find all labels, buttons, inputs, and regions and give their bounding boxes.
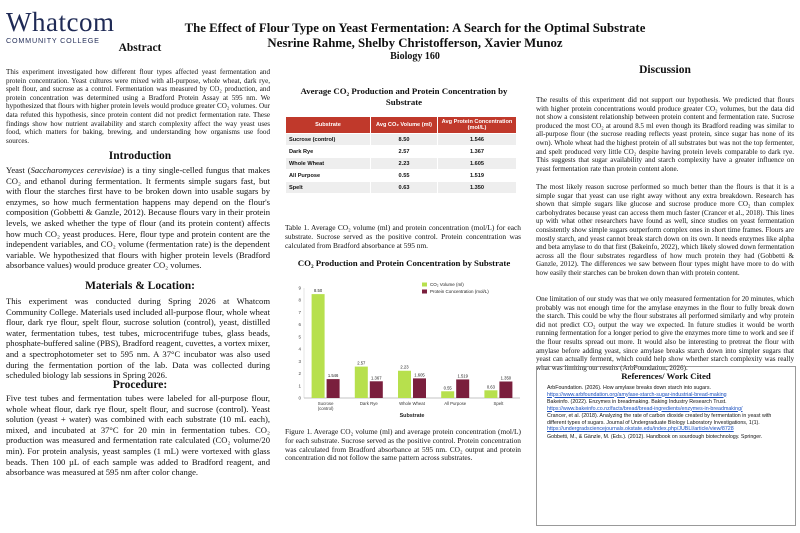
materials-text: This experiment was conducted during Spring 2026 at Whatcom Community College. Materials used included all-purpose flour, whole wheat flour, dark rye flour, spelt flour, sucrose solution (control), yeast, distilled water, fermentation tubes, test tubes, microcentrifuge tubes, glass beads, phosphate-buffered saline (PBS), Bradford reagent, cuvettes, a vortex mixer, and a spectrophotometer set to 595 nm. A 37°C incubator was also used during the fermentation portion of the lab. Data was collected during scheduled biology lab sessions in Spring 2026. (6, 296, 270, 381)
reference-text: ArbFoundation. (2026). How amylase breaks down starch into sugars. (547, 385, 711, 391)
x-tick-label: All Purpose (444, 401, 467, 406)
table-header-cell: Avg CO₂ Volume (ml) (371, 117, 438, 134)
bar-value-label: 2.23 (400, 364, 409, 370)
poster-authors: Nesrine Rahme, Shelby Christofferson, Xavier Munoz (267, 36, 563, 50)
bar-value-label: 1.367 (371, 375, 382, 381)
protein-bar (456, 379, 469, 398)
protein-bar (327, 379, 340, 398)
poster-course: Biology 160 (390, 51, 440, 62)
reference-item (547, 385, 785, 398)
references-list (547, 385, 785, 440)
discussion-paragraph-2: The most likely reason sucrose performed so much better than the flours is that it is a simple sugar that yeast can use right away without any extra breakdown. Research has shown that simple sugars like glucose and sucrose produce more CO₂ than complex carbohydrates because yeast can access them much faster (Crancer et al., 2018). This lines up with what other researchers have found as well, since studies on yeast fermentation consistently show simple sugars outperform complex ones in short time frames. Flours are mostly starch, and yeast cannot break starch down on its own. It needs enzymes like alpha and beta amylase to do that first (Bakeinfo, 2022), which likely slowed down fermentation across all the flour substrates regardless of how much protein they had (Gobbetti & Ganzle, 2012). The differences we saw between flour types might have more to do with how easily their starches can be broken down than with protein content. (536, 183, 794, 277)
logo-subtitle: COMMUNITY COLLEGE (6, 36, 100, 45)
figure-caption: Figure 1. Average CO₂ volume (ml) and average protein concentration (mol/L) for each substrate. Sucrose served as the positive control. Protein concentration was calculated from Bradford absorbance at 595 nm. CO₂ output and protein concentration did not follow the same pattern across substrates. (285, 427, 521, 463)
reference-item (547, 413, 785, 433)
x-tick-label: Spelt (493, 401, 504, 406)
y-tick-label: 8 (298, 297, 301, 303)
table-row (286, 158, 517, 170)
bar-value-label: 8.50 (314, 288, 323, 294)
table-cell: 8.50 (371, 134, 438, 146)
intro-species: Saccharomyces cerevisiae (30, 165, 122, 175)
table-cell: 1.367 (438, 146, 517, 158)
reference-item (547, 399, 785, 412)
y-tick-label: 4 (298, 346, 301, 352)
y-tick-label: 7 (298, 309, 301, 315)
discussion-heading: Discussion (639, 64, 691, 76)
introduction-heading: Introduction (108, 150, 172, 162)
references-heading: References/ Work Cited (621, 371, 711, 381)
co2-bar (398, 371, 411, 398)
bar-value-label: 1.519 (457, 373, 468, 379)
procedure-text: Five test tubes and fermentation tubes were labeled for all-purpose flour, whole wheat flour, dark rye flour, spelt flour, and sucrose (control). Yeast solution (yeast + water) was combined with each substrate (10 mL each), mixed, and incubated at 37°C for 20 min in fermentation tubes. CO₂ production was measured and fermentation rate calculated (CO₂ volume/20 min). For protein analysis, yeast samples (1 mL) were vortexed with glass beads. Then 100 µL of each sample was added to Bradford reagent, and absorbance was measured at 595 nm after color change. (6, 393, 270, 478)
table-cell: Spelt (286, 182, 371, 194)
legend-label: Protein Concentration (mol/L) (430, 289, 489, 294)
table-cell: 2.23 (371, 158, 438, 170)
reference-text: Bakeinfo. (2022). Enzymes in breadmaking. Baking Industry Research Trust. (547, 399, 727, 405)
y-tick-label: 6 (298, 322, 301, 328)
table-cell: 1.350 (438, 182, 517, 194)
protein-bar (499, 382, 512, 399)
x-axis-title: Substrate (399, 413, 425, 419)
intro-rest: ) is a tiny single-celled fungus that makes CO₂ and ethanol during fermentation. It ferments simple sugars fast, but with flour the starches first have to be broken down into usable sugars by enzymes, so how much fermentation happens may depend on the flour's composition (Gobbetti & Ganzle, 2012). Because flours vary in their protein levels, we asked whether the type of flour (and its protein content) affects how much CO₂ yeast produces. Here, flour type and protein content are the independent variables, and CO₂ volume (fermentation rate) is the dependent variable. We hypothesized that flours with higher protein levels (Bradford absorbance values) would produce greater CO₂ volumes. (6, 165, 271, 271)
x-tick-label: Whole Wheat (399, 401, 425, 406)
x-tick-label: (control) (317, 406, 334, 411)
table-row (286, 182, 517, 194)
table-cell: 2.57 (371, 146, 438, 158)
table-row (286, 134, 517, 146)
abstract-heading: Abstract (118, 42, 162, 54)
table-title: Average CO₂ Production and Protein Concentration by Substrate (300, 86, 508, 107)
table-row (286, 170, 517, 182)
table-cell: Dark Rye (286, 146, 371, 158)
poster-title: The Effect of Flour Type on Yeast Fermentation: A Search for the Optimal Substrate (184, 21, 646, 35)
references-box (536, 366, 796, 526)
table-cell: Sucrose (control) (286, 134, 371, 146)
reference-item (547, 434, 785, 441)
table-header-cell: Substrate (286, 117, 371, 134)
chart-title: CO₂ Production and Protein Concentration by Substrate (297, 258, 511, 268)
bar-value-label: 0.63 (486, 384, 495, 390)
bar-chart (282, 280, 526, 420)
reference-link[interactable]: https://www.arbfoundation.org/amylase-starch-sugar-industrial-bread-making (547, 391, 727, 398)
table-cell: Whole Wheat (286, 158, 371, 170)
y-tick-label: 0 (298, 395, 301, 401)
intro-lead: Yeast ( (6, 165, 31, 175)
table-row (286, 146, 517, 158)
protein-bar (370, 381, 383, 398)
data-table (285, 116, 517, 194)
co2-bar (484, 390, 497, 398)
co2-bar (441, 391, 454, 398)
co2-bar (355, 367, 368, 398)
logo-name: Whatcom (6, 7, 115, 37)
x-tick-label: Sucrose (317, 401, 334, 406)
materials-heading: Materials & Location: (85, 280, 195, 292)
bar-value-label: 0.55 (443, 385, 452, 391)
table-cell: 1.519 (438, 170, 517, 182)
x-tick-label: Dark Rye (359, 401, 378, 406)
legend-swatch (422, 290, 427, 294)
legend-label: CO₂ Volume (ml) (430, 282, 464, 287)
table-cell: 0.63 (371, 182, 438, 194)
y-tick-label: 5 (298, 334, 301, 340)
table-caption: Table 1. Average CO₂ volume (ml) and protein concentration (mol/L) for each substrate. Sucrose served as the positive control. Protein concentration was calculated from Bradford absorbance at 595 nm. (285, 223, 521, 250)
y-tick-label: 3 (298, 358, 301, 364)
y-tick-label: 1 (298, 383, 301, 389)
table-header-row (286, 117, 517, 134)
y-tick-label: 9 (298, 285, 301, 291)
introduction-text (6, 165, 270, 271)
procedure-heading: Procedure: (112, 379, 168, 391)
bar-value-label: 1.350 (500, 375, 512, 381)
abstract-text: This experiment investigated how different flour types affected yeast fermentation and protein concentration. Yeast cultures were mixed with all-purpose, whole wheat, dark rye, spelt flour, and sucrose as a control. Fermentation was measured by CO₂ production, and protein concentration was determined using a Bradford Protein Assay at 595 nm. We hypothesized that flours with higher protein levels would produce greater CO₂ volumes. Our data refuted this hypothesis, since protein content did not predict fermentation rate. These findings show how nutrient availability and starch complexity affect the way yeast uses food, which matters for baking, brewing, and understanding how organisms use food sources. (6, 68, 270, 145)
table-cell: 1.546 (438, 134, 517, 146)
reference-text: Crancer, et al. (2018). Analyzing the rate of carbon dioxide created by fermentation in yeast with different types of sugars. Journal of Undergraduate Biology Laboratory Investigations, 1(1). (547, 413, 772, 426)
legend-swatch (422, 283, 427, 287)
bar-value-label: 2.57 (357, 360, 366, 366)
reference-link[interactable]: https://www.bakeinfo.co.nz/facts/bread/bread-ingredients/enzymes-in-breadmaking/ (547, 405, 743, 412)
discussion-paragraph-1: The results of this experiment did not support our hypothesis. We predicted that flours with higher protein concentrations would produce greater CO₂ volumes, but the data did not show a consistent relationship between protein content and fermentation rate. Sucrose produced the most CO₂ at around 8.5 ml even though its Bradford reading was similar to all-purpose flour (the sucrose reading reflects yeast protein, since sugar has none of its own). Whole wheat had the highest protein of all substrates but was not the top fermenter, and spelt produced very little CO₂ despite having protein levels comparable to dark rye. This suggests that sugar availability and starch complexity have a greater influence on yeast fermentation rate than protein content alone. (536, 96, 794, 173)
protein-bar (413, 378, 426, 398)
bar-value-label: 1.605 (414, 372, 425, 378)
table-cell: 0.55 (371, 170, 438, 182)
y-tick-label: 2 (298, 371, 301, 377)
bar-value-label: 1.546 (327, 373, 339, 379)
table-cell: All Purpose (286, 170, 371, 182)
college-logo (6, 8, 126, 45)
reference-text: Gobbetti, M., & Gänzle, M. (Eds.). (2012). Handbook on sourdough biotechnology. Springer. (547, 433, 763, 440)
co2-bar (312, 294, 325, 398)
table-cell: 1.605 (438, 158, 517, 170)
reference-link[interactable]: https://undergradsciencejournals.okstate.edu/index.php/JUBLI/article/view/8728 (547, 426, 734, 432)
discussion-paragraph-3: One limitation of our study was that we only measured fermentation for 20 minutes, which probably was not enough time for the amylase enzymes in the flour to fully break down the starch. This could be why the flour substrates all performed similarly and why protein did not predict CO₂ output the way we expected. In future studies it would be worth running fermentation for a longer period to give the enzymes more time to work and see if the flour results spread out more. It would also be interesting to pretreat the flour with amylase before adding yeast, since amylase breaks starch down into simpler sugars that yeast can actually ferment, which could help show whether starch complexity was really what was limiting our results (ArbFoundation, 2026). (536, 295, 794, 372)
table-header-cell: Avg Protein Concentration (mol/L) (438, 117, 517, 134)
